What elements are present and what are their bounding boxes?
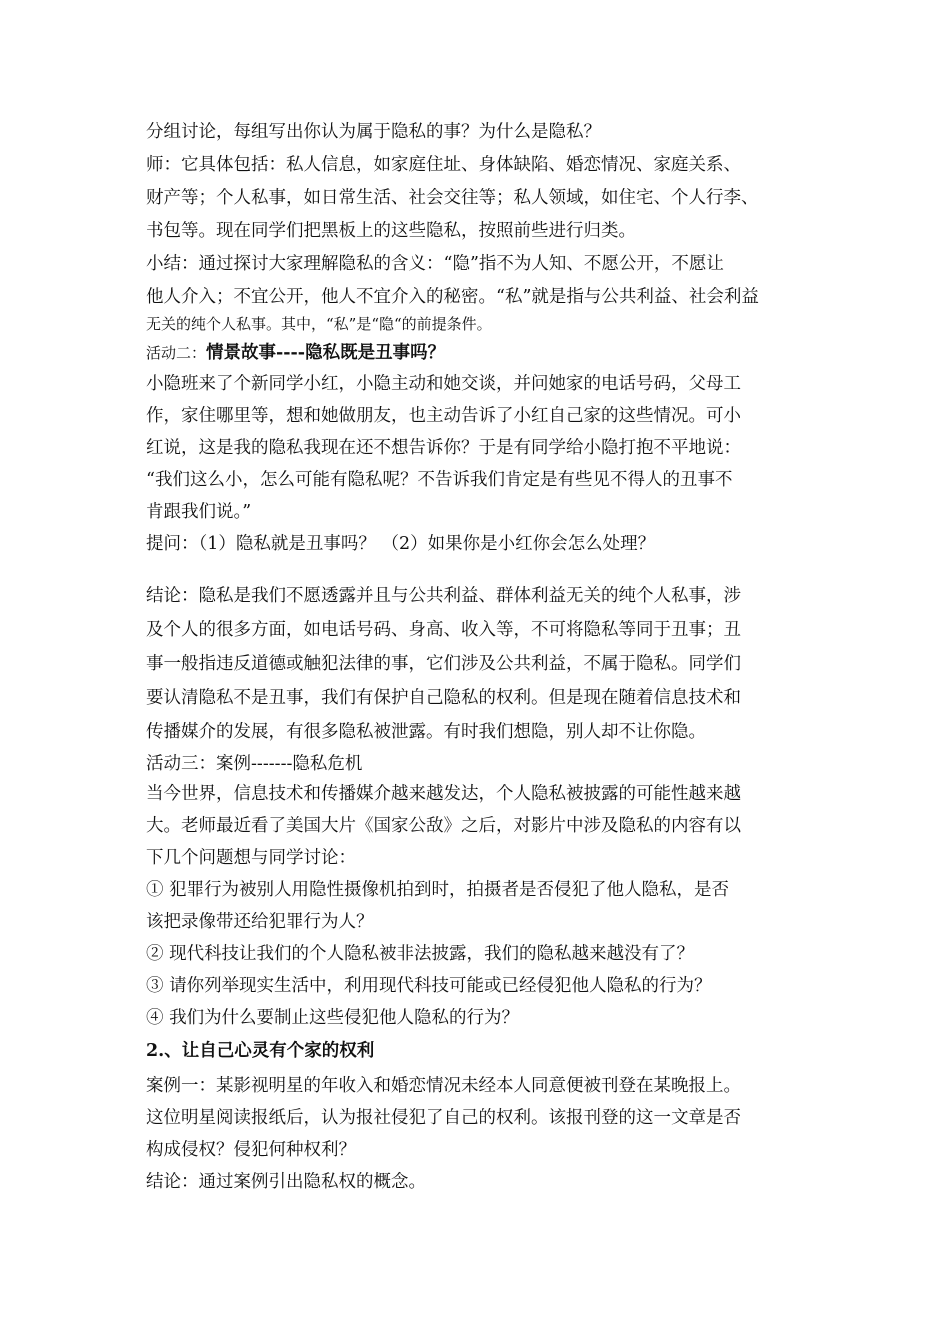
text-line: “我们这么小，怎么可能有隐私呢？不告诉我们肯定是有些见不得人的丑事不 [146, 470, 733, 490]
text-line: 财产等；个人私事，如日常生活、社会交往等；私人领域，如住宅、个人行李、 [146, 188, 759, 208]
text-line: 当今世界，信息技术和传播媒介越来越发达，个人隐私被披露的可能性越来越 [146, 784, 741, 804]
text-line: 师：它具体包括：私人信息，如家庭住址、身体缺陷、婚恋情况、家庭关系、 [146, 155, 741, 175]
text-line: 案例一：某影视明星的年收入和婚恋情况未经本人同意便被刊登在某晚报上。 [146, 1076, 741, 1096]
text-line: 传播媒介的发展，有很多隐私被泄露。有时我们想隐，别人却不让你隐。 [146, 722, 706, 742]
activity-heading [146, 341, 445, 365]
text-line: 小隐班来了个新同学小红，小隐主动和她交谈，并问她家的电话号码，父母工 [146, 374, 741, 394]
text-line: 下几个问题想与同学讨论： [146, 848, 356, 868]
text-line: 事一般指违反道德或触犯法律的事，它们涉及公共利益，不属于隐私。同学们 [146, 654, 741, 674]
text-line: 大。老师最近看了美国大片《国家公敌》之后，对影片中涉及隐私的内容有以 [146, 816, 741, 836]
text-line: 肯跟我们说。” [146, 502, 252, 522]
activity-label: 活动二： [146, 344, 207, 362]
text-line: 及个人的很多方面，如电话号码、身高、收入等，不可将隐私等同于丑事；丑 [146, 620, 741, 640]
text-line: 分组讨论，每组写出你认为属于隐私的事？为什么是隐私？ [146, 122, 601, 142]
question-line: 提问：（1）隐私就是丑事吗？ （2）如果你是小红你会怎么处理？ [146, 534, 656, 554]
text-line: 这位明星阅读报纸后，认为报社侵犯了自己的权利。该报刊登的这一文章是否 [146, 1108, 741, 1128]
list-item: ① 犯罪行为被别人用隐性摄像机拍到时，拍摄者是否侵犯了他人隐私，是否 [146, 880, 730, 900]
activity-heading: 活动三：案例-------隐私危机 [146, 754, 363, 774]
text-line: 书包等。现在同学们把黑板上的这些隐私，按照前些进行归类。 [146, 221, 636, 241]
text-line: 红说，这是我的隐私我现在还不想告诉你？于是有同学给小隐打抱不平地说： [146, 438, 741, 458]
section-heading: 2.、让自己心灵有个家的权利 [146, 1041, 375, 1061]
list-item-continuation: 该把录像带还给犯罪行为人？ [146, 912, 374, 932]
text-line: 要认清隐私不是丑事，我们有保护自己隐私的权利。但是现在随着信息技术和 [146, 688, 741, 708]
text-line: 无关的纯个人私事。其中，“私”是“隐“的前提条件。 [146, 315, 492, 333]
text-line: 结论：隐私是我们不愿透露并且与公共利益、群体利益无关的纯个人私事，涉 [146, 586, 741, 606]
list-item: ② 现代科技让我们的个人隐私被非法披露，我们的隐私越来越没有了？ [146, 944, 695, 964]
list-item: ④ 我们为什么要制止这些侵犯他人隐私的行为？ [146, 1008, 520, 1028]
text-line: 作，家住哪里等，想和她做朋友，也主动告诉了小红自己家的这些情况。可小 [146, 406, 741, 426]
list-item: ③ 请你列举现实生活中，利用现代科技可能或已经侵犯他人隐私的行为？ [146, 976, 712, 996]
activity-title: 情景故事----隐私既是丑事吗？ [206, 343, 446, 363]
text-line: 构成侵权？侵犯何种权利？ [146, 1140, 356, 1160]
text-line: 他人介入；不宜公开，他人不宜介入的秘密。“私”就是指与公共利益、社会利益 [146, 287, 759, 307]
text-line: 小结：通过探讨大家理解隐私的含义：“隐”指不为人知、不愿公开，不愿让 [146, 254, 724, 274]
text-line: 结论：通过案例引出隐私权的概念。 [146, 1172, 426, 1192]
